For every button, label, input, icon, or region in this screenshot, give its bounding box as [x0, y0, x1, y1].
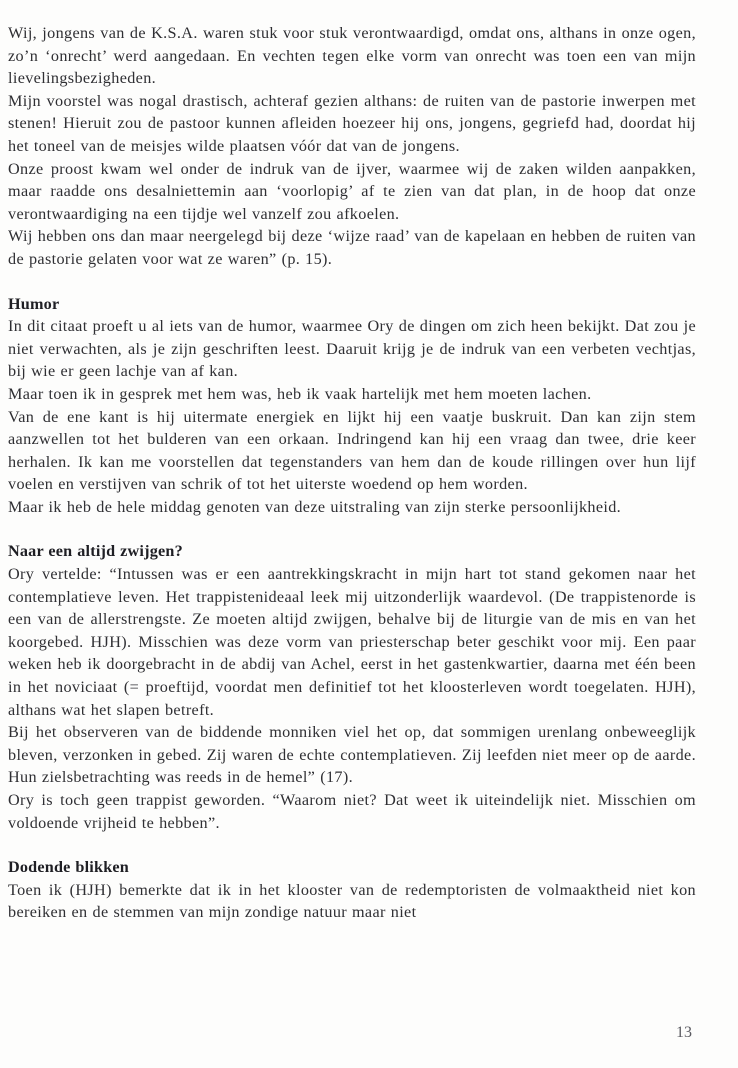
- paragraph: Toen ik (HJH) bemerkte dat ik in het klooster van de redemptoristen de volmaaktheid niet kon bereiken en de stemmen van mijn zondige natuur maar niet: [8, 880, 696, 922]
- paragraph: Ory vertelde: “Intussen was er een aantrekkingskracht in mijn hart tot stand gekomen naar het contemplatieve leven. Het trappistenideaal leek mij uitzonderlijk waardevol. (De trappistenorde is een van de allerstrengste. Ze moeten altijd zwijgen, behalve bij de liturgie van de mis en van het koorgebed. HJH). Misschien was deze vorm van priesterschap beter geschikt voor mij. Een paar weken heb ik doorgebracht in de abdij van Achel, eerst in het gastenkwartier, daarna met één been in het noviciaat (= proeftijd, voordat men definitief tot het kloosterleven wordt toegelaten. HJH), althans wat het slapen betreft.: [8, 565, 696, 719]
- paragraph: Maar ik heb de hele middag genoten van deze uitstraling van zijn sterke persoonlijkheid.: [8, 497, 622, 516]
- paragraph: Wij, jongens van de K.S.A. waren stuk voor stuk verontwaardigd, omdat ons, althans in onze ogen, zo’n ‘onrecht’ werd aangedaan. En vechten tegen elke vorm van onrecht was toen een van mijn lievelingsbezigheden.: [8, 24, 696, 88]
- section-heading-dodende-blikken: Dodende blikken: [8, 858, 129, 877]
- paragraph: In dit citaat proeft u al iets van de humor, waarmee Ory de dingen om zich heen bekijkt. Dat zou je niet verwachten, als je zijn geschriften leest. Daaruit krijg je de indruk van een verbeten vechtjas, bij wie er geen lachje van af kan.: [8, 317, 696, 381]
- paragraph: Van de ene kant is hij uitermate energiek en lijkt hij een vaatje buskruit. Dan kan zijn stem aanzwellen tot het bulderen van een orkaan. Indringend kan hij een vraag dan twee, drie keer herhalen. Ik kan me voorstellen dat tegenstanders van hem dan de koude rillingen over hun lijf voelen en verstijven van schrik of tot het uiterste woedend op hem worden.: [8, 407, 696, 494]
- section-heading-naar-een-altijd-zwijgen: Naar een altijd zwijgen?: [8, 542, 183, 561]
- paragraph: Wij hebben ons dan maar neergelegd bij deze ‘wijze raad’ van de kapelaan en hebben de ruiten van de pastorie gelaten voor wat ze waren” (p. 15).: [8, 227, 696, 268]
- body-text: [8, 22, 696, 924]
- section-heading-humor: Humor: [8, 294, 60, 313]
- page-number: 13: [676, 1024, 692, 1041]
- paragraph: Mijn voorstel was nogal drastisch, achteraf gezien althans: de ruiten van de pastorie inwerpen met stenen! Hieruit zou de pastoor kunnen afleiden hoezeer hij ons, jongens, gegriefd had, doordat hij het toneel van de meisjes wilde plaatsen vóór dat van de jongens.: [8, 91, 696, 155]
- paragraph: Maar toen ik in gesprek met hem was, heb ik vaak hartelijk met hem moeten lachen.: [8, 384, 592, 403]
- paragraph: Onze proost kwam wel onder de indruk van de ijver, waarmee wij de zaken wilden aanpakken, maar raadde ons desalniettemin aan ‘voorlopig’ af te zien van dat plan, in de hoop dat onze verontwaardiging na een tijdje wel vanzelf zou afkoelen.: [8, 159, 696, 223]
- paragraph: Bij het observeren van de biddende monniken viel het op, dat sommigen urenlang onbeweeglijk bleven, verzonken in gebed. Zij waren de echte contemplatieven. Zij leefden niet meer op de aarde. Hun zielsbetrachting was reeds in de hemel” (17).: [8, 723, 696, 787]
- paragraph: Ory is toch geen trappist geworden. “Waarom niet? Dat weet ik uiteindelijk niet. Misschien om voldoende vrijheid te hebben”.: [8, 791, 696, 832]
